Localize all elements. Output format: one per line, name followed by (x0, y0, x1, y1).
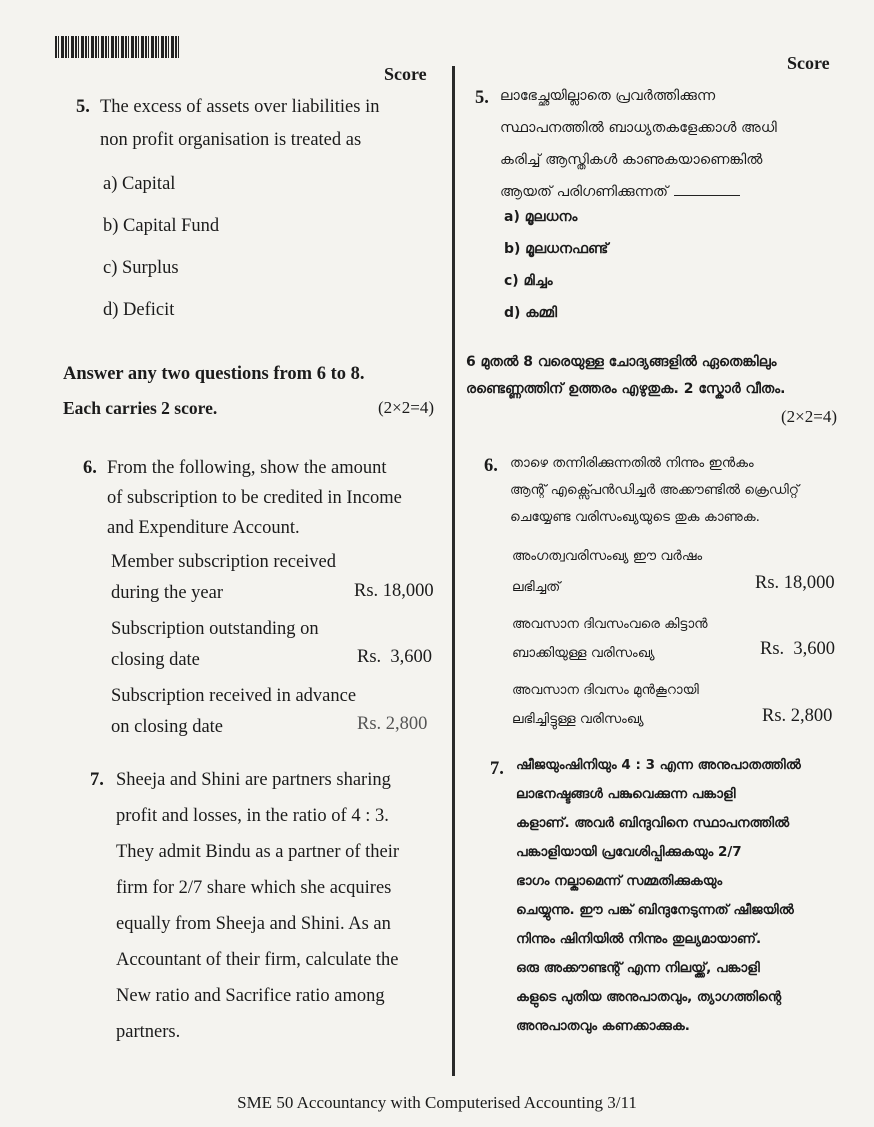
question-line: ഭാഗം നല്കാമെന്ന് സമ്മതിക്കുകയും (516, 873, 723, 889)
question-line: ലാഭേച്ഛയില്ലാതെ പ്രവർത്തിക്കുന്ന (500, 88, 716, 104)
question-line: ആന്റ് എക്സ്പെൻഡിച്ചർ അക്കൗണ്ടിൽ ക്രെഡിറ്റ് (510, 482, 799, 498)
question-line: From the following, show the amount (107, 458, 387, 478)
item-amount: Rs. 3,600 (760, 639, 836, 659)
item-amount: Rs. 18,000 (755, 573, 835, 593)
item-amount: Rs. 18,000 (354, 581, 434, 601)
instruction-text: രണ്ടെണ്ണത്തിന് ഉത്തരം എഴുതുക. 2 സ്കോർ വീതം. (466, 381, 786, 397)
item-amount: Rs. 3,600 (357, 647, 433, 667)
instruction-text: Answer any two questions from 6 to 8. (63, 364, 365, 384)
item-amount: Rs. 2,800 (357, 714, 428, 734)
option-a: a) Capital (103, 174, 176, 194)
item-label: ലഭിച്ചിട്ടുള്ള വരിസംഖ്യ (512, 711, 644, 727)
question-line: പങ്കാളിയായി പ്രവേശിപ്പിക്കുകയും 2/7 (516, 844, 742, 860)
answer-blank (674, 195, 740, 196)
marks-text: (2×2=4) (781, 407, 837, 426)
item-label: ലഭിച്ചത് (512, 579, 561, 595)
question-line: നിന്നും ഷിനിയിൽ നിന്നും തുല്യമായാണ്. (516, 931, 762, 947)
barcode (55, 36, 181, 58)
item-amount: Rs. 2,800 (762, 706, 833, 726)
question-number: 5. (475, 88, 489, 108)
item-label: ബാക്കിയുള്ള വരിസംഖ്യ (512, 645, 655, 661)
question-line: ലാഭനഷ്ടങ്ങൾ പങ്കുവെക്കുന്ന പങ്കാളി (516, 786, 736, 802)
item-label: during the year (111, 583, 223, 603)
question-line: താഴെ തന്നിരിക്കുന്നതിൽ നിന്നും ഇൻകം (510, 455, 754, 471)
item-label: അവസാന ദിവസംവരെ കിട്ടാൻ (512, 616, 708, 632)
question-line: and Expenditure Account. (107, 518, 300, 538)
question-line: കളാണ്. അവർ ബിന്ദുവിനെ സ്ഥാപനത്തിൽ (516, 815, 790, 831)
question-line: ആയത് പരിഗണിക്കുന്നത് (500, 184, 669, 200)
option-c: c) മിച്ചം (504, 273, 553, 289)
column-divider (452, 66, 455, 1076)
question-line: of subscription to be credited in Income (107, 488, 402, 508)
item-label: അവസാന ദിവസം മുൻകൂറായി (512, 682, 699, 698)
question-line: കളുടെ പുതിയ അനുപാതവും, ത്യാഗത്തിന്റെ (516, 989, 782, 1005)
question-line: New ratio and Sacrifice ratio among (116, 986, 385, 1006)
question-number: 7. (490, 759, 504, 779)
marks-text: (2×2=4) (378, 398, 434, 417)
item-label: Subscription received in advance (111, 686, 357, 706)
option-b: b) Capital Fund (103, 216, 220, 236)
question-line: partners. (116, 1022, 181, 1042)
option-b: b) മൂലധനഫണ്ട് (504, 241, 609, 257)
question-line: non profit organisation is treated as (100, 130, 362, 150)
item-label: അംഗത്വവരിസംഖ്യ ഈ വർഷം (512, 548, 703, 564)
question-number: 6. (83, 458, 97, 478)
question-line-with-blank (500, 176, 740, 209)
score-label-left: Score (384, 64, 427, 84)
question-line: കരിച്ച് ആസ്തികൾ കാണുകയാണെങ്കിൽ (500, 152, 763, 168)
option-d: d) കമ്മി (504, 305, 557, 321)
item-label: on closing date (111, 717, 224, 737)
question-number: 7. (90, 770, 104, 790)
question-line: They admit Bindu as a partner of their (116, 842, 400, 862)
question-line: ഷീജയുംഷിനിയും 4 : 3 എന്ന അനുപാതത്തിൽ (516, 757, 801, 773)
question-number: 6. (484, 456, 498, 476)
page-footer: SME 50 Accountancy with Computerised Accounting 3/11 (237, 1093, 637, 1112)
option-a: a) മൂലധനം (504, 209, 578, 225)
question-line: profit and losses, in the ratio of 4 : 3. (116, 806, 389, 826)
question-number: 5. (76, 97, 90, 117)
option-d: d) Deficit (103, 300, 175, 320)
question-line: equally from Sheeja and Shini. As an (116, 914, 391, 934)
question-line: ചെയ്യുന്നു. ഈ പങ്ക് ബിന്ദുനേടുന്നത് ഷീജയിൽ (516, 902, 794, 918)
carries-text: Each carries 2 score. (63, 398, 218, 418)
question-line: അനുപാതവും കണക്കാക്കുക. (516, 1018, 690, 1034)
instruction-text: 6 മുതൽ 8 വരെയുള്ള ചോദ്യങ്ങളിൽ ഏതെങ്കിലും (466, 354, 777, 370)
question-line: ചെയ്യേണ്ട വരിസംഖ്യയുടെ തുക കാണുക. (510, 509, 760, 525)
option-c: c) Surplus (103, 258, 179, 278)
question-line: സ്ഥാപനത്തിൽ ബാധ്യതകളേക്കാൾ അധി (500, 120, 777, 136)
question-line: Sheeja and Shini are partners sharing (116, 770, 391, 790)
question-line: Accountant of their firm, calculate the (116, 950, 399, 970)
question-line: ഒരു അക്കൗണ്ടന്റ് എന്ന നിലയ്ക്ക്, പങ്കാളി (516, 960, 760, 976)
question-line: The excess of assets over liabilities in (100, 97, 380, 117)
item-label: closing date (111, 650, 200, 670)
item-label: Subscription outstanding on (111, 619, 319, 639)
score-label-right: Score (787, 53, 830, 73)
item-label: Member subscription received (111, 552, 337, 572)
question-line: firm for 2/7 share which she acquires (116, 878, 392, 898)
